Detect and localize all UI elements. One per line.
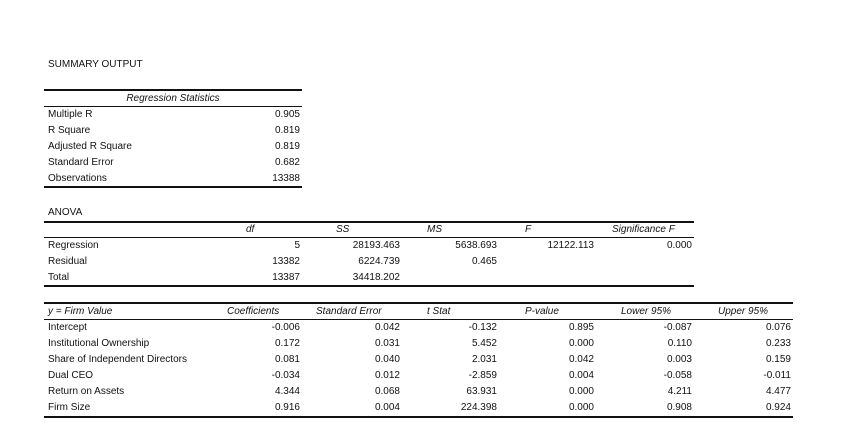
coef-cell-t-stat: 63.931 bbox=[466, 386, 497, 397]
table-top-rule bbox=[44, 221, 694, 223]
anova-cell-ss: 6224.739 bbox=[358, 256, 400, 267]
coef-cell-standard-error: 0.031 bbox=[374, 338, 400, 349]
coef-cell-lower-95: 0.908 bbox=[666, 402, 692, 413]
header-rule bbox=[44, 319, 793, 320]
coef-cell-standard-error: 0.004 bbox=[374, 402, 400, 413]
coef-cell-lower-95: -0.087 bbox=[663, 322, 692, 333]
anova-title: ANOVA bbox=[48, 207, 83, 218]
anova-cell-df: 5 bbox=[294, 240, 300, 251]
coef-cell-upper-95: 0.233 bbox=[765, 338, 791, 349]
coef-cell-coefficient: 0.916 bbox=[274, 402, 300, 413]
anova-cell-ms: 0.465 bbox=[471, 256, 497, 267]
header-rule bbox=[44, 106, 302, 107]
table-bottom-rule bbox=[44, 285, 694, 287]
anova-row-label: Total bbox=[48, 272, 70, 283]
coef-cell-lower-95: 0.003 bbox=[666, 354, 692, 365]
table-top-rule bbox=[44, 302, 793, 304]
coef-cell-coefficient: -0.034 bbox=[271, 370, 300, 381]
coef-cell-standard-error: 0.040 bbox=[374, 354, 400, 365]
coef-row-label: Firm Size bbox=[48, 402, 91, 413]
table-bottom-rule bbox=[44, 186, 302, 188]
coef-cell-standard-error: 0.012 bbox=[374, 370, 400, 381]
anova-cell-ms: 5638.693 bbox=[455, 240, 497, 251]
stat-value: 0.819 bbox=[274, 125, 300, 136]
anova-header-df: df bbox=[246, 224, 255, 235]
coef-cell-coefficient: -0.006 bbox=[271, 322, 300, 333]
stat-label: Observations bbox=[48, 173, 107, 184]
coef-header-lower-95: Lower 95% bbox=[621, 306, 672, 317]
coef-cell-standard-error: 0.042 bbox=[374, 322, 400, 333]
anova-cell-sig: 0.000 bbox=[666, 240, 692, 251]
table-bottom-rule bbox=[44, 416, 793, 418]
coef-cell-coefficient: 4.344 bbox=[274, 386, 300, 397]
anova-header-ms: MS bbox=[427, 224, 442, 235]
coef-cell-p-value: 0.000 bbox=[568, 338, 594, 349]
page-title: SUMMARY OUTPUT bbox=[48, 59, 143, 70]
coef-cell-p-value: 0.004 bbox=[568, 370, 594, 381]
coef-cell-lower-95: -0.058 bbox=[663, 370, 692, 381]
coef-cell-lower-95: 0.110 bbox=[667, 338, 692, 349]
dependent-variable-label: y = Firm Value bbox=[48, 306, 113, 317]
coef-row-label: Dual CEO bbox=[48, 370, 94, 381]
coef-header-coefficients: Coefficients bbox=[227, 306, 280, 317]
stat-label: Multiple R bbox=[48, 109, 93, 120]
stat-value: 0.819 bbox=[274, 141, 300, 152]
anova-header-f: F bbox=[525, 224, 532, 235]
anova-row-label: Regression bbox=[48, 240, 99, 251]
anova-row-label: Residual bbox=[48, 256, 87, 267]
stat-value: 13388 bbox=[272, 173, 300, 184]
coef-cell-t-stat: 224.398 bbox=[460, 402, 497, 413]
header-rule bbox=[44, 237, 694, 238]
coef-header-upper-95: Upper 95% bbox=[718, 306, 769, 317]
coef-cell-p-value: 0.000 bbox=[568, 386, 594, 397]
anova-cell-ss: 34418.202 bbox=[352, 272, 400, 283]
coef-cell-p-value: 0.895 bbox=[568, 322, 594, 333]
anova-cell-df: 13382 bbox=[272, 256, 300, 267]
coef-cell-standard-error: 0.068 bbox=[374, 386, 400, 397]
coef-cell-upper-95: 0.159 bbox=[765, 354, 791, 365]
stat-label: Adjusted R Square bbox=[48, 141, 132, 152]
stat-value: 0.905 bbox=[274, 109, 300, 120]
coef-header-t-stat: t Stat bbox=[427, 306, 451, 317]
coef-cell-p-value: 0.000 bbox=[568, 402, 594, 413]
anova-header-significance-f: Significance F bbox=[612, 224, 675, 235]
stat-label: R Square bbox=[48, 125, 91, 136]
coef-row-label: Intercept bbox=[48, 322, 87, 333]
coef-cell-t-stat: 5.452 bbox=[471, 338, 497, 349]
anova-header-ss: SS bbox=[336, 224, 350, 235]
anova-cell-df: 13387 bbox=[272, 272, 300, 283]
coef-cell-t-stat: -0.132 bbox=[468, 322, 497, 333]
coef-cell-coefficient: 0.172 bbox=[274, 338, 300, 349]
coef-cell-upper-95: 0.924 bbox=[765, 402, 791, 413]
coef-cell-upper-95: -0.011 bbox=[763, 370, 791, 381]
stat-label: Standard Error bbox=[48, 157, 114, 168]
coef-cell-lower-95: 4.211 bbox=[667, 386, 692, 397]
anova-cell-ss: 28193.463 bbox=[352, 240, 400, 251]
anova-cell-f: 12122.113 bbox=[547, 240, 594, 251]
coef-cell-upper-95: 4.477 bbox=[765, 386, 791, 397]
coef-row-label: Share of Independent Directors bbox=[48, 354, 187, 365]
table-top-rule bbox=[44, 89, 302, 91]
coef-header-p-value: P-value bbox=[525, 306, 559, 317]
stat-value: 0.682 bbox=[274, 157, 300, 168]
coef-row-label: Institutional Ownership bbox=[48, 338, 150, 349]
coef-row-label: Return on Assets bbox=[48, 386, 125, 397]
coef-header-standard-error: Standard Error bbox=[316, 306, 382, 317]
coef-cell-p-value: 0.042 bbox=[568, 354, 594, 365]
coef-cell-upper-95: 0.076 bbox=[765, 322, 791, 333]
coef-cell-coefficient: 0.081 bbox=[274, 354, 300, 365]
regression-statistics-header: Regression Statistics bbox=[126, 93, 220, 104]
coef-cell-t-stat: -2.859 bbox=[468, 370, 497, 381]
coef-cell-t-stat: 2.031 bbox=[471, 354, 497, 365]
